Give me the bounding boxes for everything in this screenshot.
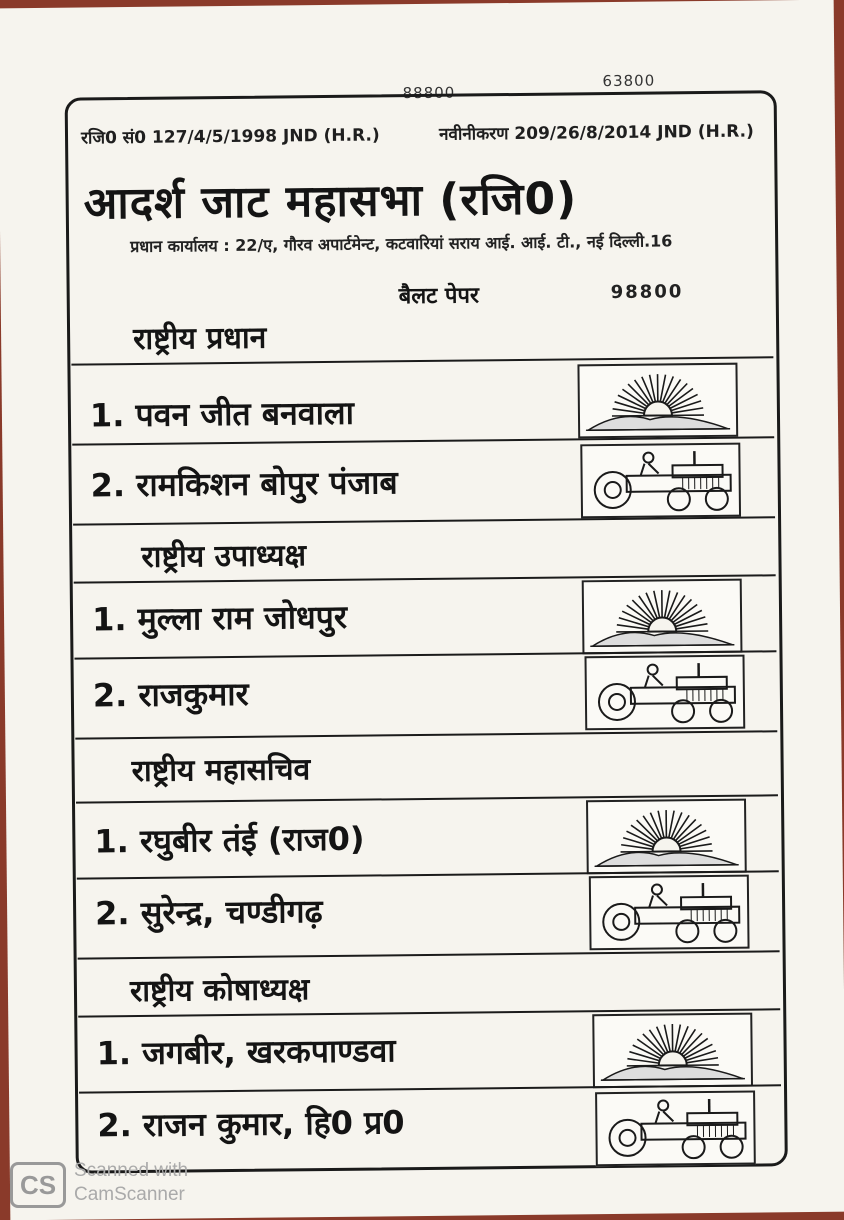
tractor-icon bbox=[595, 1091, 756, 1167]
serial-stamp-right: 63800 bbox=[602, 71, 656, 91]
candidate-label: 1. मुल्ला राम जोधपुर bbox=[91, 597, 348, 639]
candidate-label: 2. सुरेन्द्र, चण्डीगढ़ bbox=[94, 892, 323, 933]
post-title-vice-president: राष्ट्रीय उपाध्यक्ष bbox=[141, 538, 307, 575]
rising-sun-icon bbox=[586, 799, 747, 875]
post-title-treasurer: राष्ट्रीय कोषाध्यक्ष bbox=[129, 972, 310, 1010]
candidate-label: 1. जगबीर, खरकपाण्डवा bbox=[96, 1031, 396, 1073]
serial-stamp-left: 88800 bbox=[402, 83, 456, 103]
tractor-icon bbox=[584, 655, 745, 731]
tractor-icon bbox=[589, 875, 750, 951]
candidate-label: 1. पवन जीत बनवाला bbox=[89, 393, 355, 435]
watermark-line2: CamScanner bbox=[74, 1184, 185, 1205]
rising-sun-icon bbox=[577, 363, 738, 439]
watermark-line1: Scanned with bbox=[74, 1160, 189, 1181]
post-title-president: राष्ट्रीय प्रधान bbox=[132, 320, 267, 358]
renewal-number: नवीनीकरण 209/26/8/2014 JND (H.R.) bbox=[438, 121, 754, 145]
ballot-paper-label: बैलट पेपर bbox=[398, 283, 480, 310]
candidate-label: 2. रामकिशन बोपुर पंजाब bbox=[90, 463, 398, 505]
registration-number: रजि0 सं0 127/4/5/1998 JND (H.R.) bbox=[80, 125, 380, 149]
post-title-general-secretary: राष्ट्रीय महासचिव bbox=[131, 752, 311, 790]
rising-sun-icon bbox=[592, 1013, 753, 1089]
candidate-label: 2. राजकुमार bbox=[92, 674, 249, 715]
candidate-label: 1. रघुबीर तंई (राज0) bbox=[94, 819, 365, 861]
organization-title: आदर्श जाट महासभा (रजि0) bbox=[83, 173, 578, 230]
ballot-number: 98800 bbox=[610, 281, 684, 304]
candidate-label: 2. राजन कुमार, हि0 प्र0 bbox=[97, 1103, 405, 1145]
office-address: प्रधान कार्यालय : 22/ए, गौरव अपार्टमेन्ट, कटवारियां सराय आई. आई. टी., नई दिल्ली.16 bbox=[130, 231, 673, 257]
camscanner-logo: CS bbox=[10, 1162, 66, 1208]
tractor-icon bbox=[580, 443, 741, 519]
rising-sun-icon bbox=[582, 579, 743, 655]
